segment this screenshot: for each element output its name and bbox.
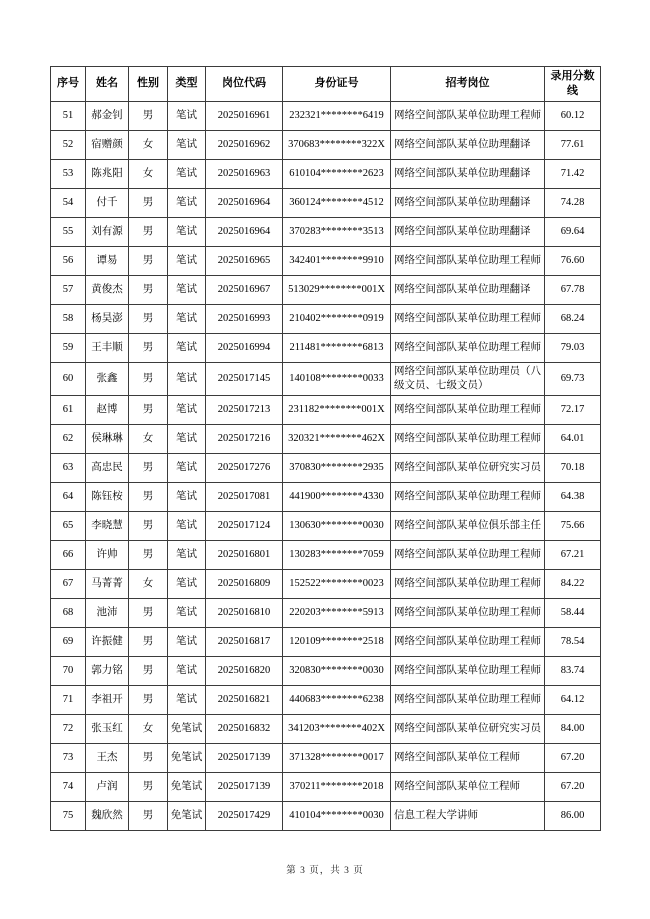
table-row (51, 425, 601, 454)
cell-code: 2025017216 (206, 425, 283, 454)
cell-code: 2025016810 (206, 599, 283, 628)
cell-id-number: 370283********3513 (283, 217, 391, 246)
cell-seq: 67 (51, 570, 86, 599)
cell-score: 67.20 (545, 744, 601, 773)
cell-id-number: 370683********322X (283, 130, 391, 159)
cell-seq: 70 (51, 657, 86, 686)
cell-gender: 男 (129, 304, 168, 333)
cell-score: 86.00 (545, 802, 601, 831)
cell-code: 2025017276 (206, 454, 283, 483)
cell-name: 郝金钊 (86, 101, 129, 130)
cell-position: 网络空间部队某单位助理翻译 (391, 188, 545, 217)
cell-position: 网络空间部队某单位助理翻译 (391, 130, 545, 159)
cell-seq: 75 (51, 802, 86, 831)
cell-name: 王杰 (86, 744, 129, 773)
cell-score: 84.00 (545, 715, 601, 744)
cell-type: 笔试 (168, 275, 206, 304)
cell-gender: 男 (129, 246, 168, 275)
cell-code: 2025016964 (206, 188, 283, 217)
cell-score: 60.12 (545, 101, 601, 130)
page-number-footer: 第 3 页，共 3 页 (286, 866, 364, 876)
cell-score: 64.12 (545, 686, 601, 715)
cell-position: 信息工程大学讲师 (391, 802, 545, 831)
cell-gender: 男 (129, 512, 168, 541)
cell-name: 许振健 (86, 628, 129, 657)
cell-score: 83.74 (545, 657, 601, 686)
cell-id-number: 320830********0030 (283, 657, 391, 686)
cell-type: 免笔试 (168, 802, 206, 831)
cell-position: 网络空间部队某单位工程师 (391, 744, 545, 773)
cell-name: 卢润 (86, 773, 129, 802)
cell-score: 69.73 (545, 362, 601, 395)
cell-name: 付千 (86, 188, 129, 217)
table-row (51, 217, 601, 246)
cell-seq: 72 (51, 715, 86, 744)
cell-id-number: 370830********2935 (283, 454, 391, 483)
cell-code: 2025017429 (206, 802, 283, 831)
cell-position: 网络空间部队某单位助理工程师 (391, 599, 545, 628)
table-row (51, 275, 601, 304)
column-header-score: 录用分数线 (545, 67, 601, 102)
cell-name: 谭易 (86, 246, 129, 275)
cell-score: 72.17 (545, 396, 601, 425)
cell-id-number: 210402********0919 (283, 304, 391, 333)
cell-type: 笔试 (168, 541, 206, 570)
cell-gender: 女 (129, 425, 168, 454)
table-header (51, 67, 601, 102)
table-row (51, 715, 601, 744)
cell-score: 67.78 (545, 275, 601, 304)
cell-position: 网络空间部队某单位助理工程师 (391, 396, 545, 425)
cell-score: 70.18 (545, 454, 601, 483)
cell-id-number: 513029********001X (283, 275, 391, 304)
cell-score: 69.64 (545, 217, 601, 246)
cell-type: 笔试 (168, 246, 206, 275)
cell-gender: 男 (129, 686, 168, 715)
cell-code: 2025017139 (206, 773, 283, 802)
cell-name: 郭力铭 (86, 657, 129, 686)
cell-gender: 男 (129, 773, 168, 802)
cell-code: 2025016961 (206, 101, 283, 130)
column-header-position: 招考岗位 (391, 67, 545, 102)
cell-score: 75.66 (545, 512, 601, 541)
cell-name: 陈钰桉 (86, 483, 129, 512)
cell-position: 网络空间部队某单位助理工程师 (391, 246, 545, 275)
cell-id-number: 220203********5913 (283, 599, 391, 628)
table-row (51, 599, 601, 628)
cell-name: 高忠民 (86, 454, 129, 483)
cell-position: 网络空间部队某单位助理翻译 (391, 159, 545, 188)
table-row (51, 628, 601, 657)
cell-position: 网络空间部队某单位研究实习员 (391, 454, 545, 483)
cell-seq: 51 (51, 101, 86, 130)
cell-type: 笔试 (168, 657, 206, 686)
column-header-seq: 序号 (51, 67, 86, 102)
cell-type: 笔试 (168, 599, 206, 628)
cell-gender: 女 (129, 715, 168, 744)
table-row (51, 570, 601, 599)
cell-id-number: 152522********0023 (283, 570, 391, 599)
column-header-name: 姓名 (86, 67, 129, 102)
table-row (51, 304, 601, 333)
cell-position: 网络空间部队某单位助理工程师 (391, 333, 545, 362)
cell-seq: 57 (51, 275, 86, 304)
cell-gender: 男 (129, 744, 168, 773)
cell-seq: 73 (51, 744, 86, 773)
cell-position: 网络空间部队某单位助理员（八级文员、七级文员） (391, 362, 545, 395)
cell-position: 网络空间部队某单位工程师 (391, 773, 545, 802)
cell-gender: 男 (129, 362, 168, 395)
cell-name: 魏欣然 (86, 802, 129, 831)
table-row (51, 454, 601, 483)
column-header-type: 类型 (168, 67, 206, 102)
cell-seq: 55 (51, 217, 86, 246)
cell-position: 网络空间部队某单位助理工程师 (391, 657, 545, 686)
table-row (51, 686, 601, 715)
cell-id-number: 342401********9910 (283, 246, 391, 275)
cell-id-number: 610104********2623 (283, 159, 391, 188)
cell-gender: 男 (129, 275, 168, 304)
cell-seq: 59 (51, 333, 86, 362)
cell-score: 67.21 (545, 541, 601, 570)
cell-name: 张鑫 (86, 362, 129, 395)
cell-code: 2025016963 (206, 159, 283, 188)
cell-score: 84.22 (545, 570, 601, 599)
cell-code: 2025017124 (206, 512, 283, 541)
cell-type: 笔试 (168, 396, 206, 425)
cell-seq: 62 (51, 425, 86, 454)
table-row (51, 396, 601, 425)
table-row (51, 130, 601, 159)
cell-id-number: 232321********6419 (283, 101, 391, 130)
cell-score: 79.03 (545, 333, 601, 362)
cell-name: 杨昊澎 (86, 304, 129, 333)
cell-position: 网络空间部队某单位助理工程师 (391, 541, 545, 570)
recruitment-score-table (50, 66, 601, 831)
cell-position: 网络空间部队某单位研究实习员 (391, 715, 545, 744)
cell-type: 免笔试 (168, 744, 206, 773)
cell-code: 2025016820 (206, 657, 283, 686)
table-row (51, 246, 601, 275)
table-row (51, 101, 601, 130)
cell-id-number: 140108********0033 (283, 362, 391, 395)
cell-type: 笔试 (168, 333, 206, 362)
cell-type: 笔试 (168, 159, 206, 188)
cell-type: 笔试 (168, 188, 206, 217)
cell-code: 2025016817 (206, 628, 283, 657)
cell-code: 2025016832 (206, 715, 283, 744)
cell-gender: 女 (129, 570, 168, 599)
cell-seq: 68 (51, 599, 86, 628)
cell-name: 池沛 (86, 599, 129, 628)
cell-gender: 男 (129, 454, 168, 483)
cell-score: 64.01 (545, 425, 601, 454)
cell-type: 笔试 (168, 425, 206, 454)
cell-type: 免笔试 (168, 715, 206, 744)
table-row (51, 541, 601, 570)
cell-type: 笔试 (168, 362, 206, 395)
cell-seq: 65 (51, 512, 86, 541)
cell-id-number: 130283********7059 (283, 541, 391, 570)
table-row (51, 512, 601, 541)
table-row (51, 744, 601, 773)
table-row (51, 483, 601, 512)
cell-code: 2025017145 (206, 362, 283, 395)
table-row (51, 188, 601, 217)
cell-position: 网络空间部队某单位助理工程师 (391, 628, 545, 657)
cell-score: 71.42 (545, 159, 601, 188)
table-row (51, 802, 601, 831)
cell-score: 68.24 (545, 304, 601, 333)
cell-name: 赵博 (86, 396, 129, 425)
table-body (51, 101, 601, 830)
cell-gender: 男 (129, 541, 168, 570)
cell-gender: 男 (129, 628, 168, 657)
cell-score: 74.28 (545, 188, 601, 217)
cell-name: 李祖开 (86, 686, 129, 715)
cell-gender: 男 (129, 188, 168, 217)
cell-seq: 66 (51, 541, 86, 570)
cell-gender: 男 (129, 101, 168, 130)
cell-seq: 52 (51, 130, 86, 159)
cell-score: 67.20 (545, 773, 601, 802)
cell-gender: 男 (129, 802, 168, 831)
cell-type: 免笔试 (168, 773, 206, 802)
cell-seq: 56 (51, 246, 86, 275)
cell-code: 2025016809 (206, 570, 283, 599)
cell-position: 网络空间部队某单位助理工程师 (391, 425, 545, 454)
cell-seq: 64 (51, 483, 86, 512)
cell-name: 马菁菁 (86, 570, 129, 599)
header-row (51, 67, 601, 102)
cell-seq: 69 (51, 628, 86, 657)
cell-id-number: 120109********2518 (283, 628, 391, 657)
cell-id-number: 231182********001X (283, 396, 391, 425)
cell-type: 笔试 (168, 628, 206, 657)
cell-position: 网络空间部队某单位助理工程师 (391, 483, 545, 512)
cell-code: 2025016964 (206, 217, 283, 246)
cell-score: 77.61 (545, 130, 601, 159)
cell-name: 陈兆阳 (86, 159, 129, 188)
cell-id-number: 371328********0017 (283, 744, 391, 773)
cell-code: 2025017139 (206, 744, 283, 773)
cell-seq: 71 (51, 686, 86, 715)
table-row (51, 333, 601, 362)
cell-id-number: 341203********402X (283, 715, 391, 744)
cell-seq: 53 (51, 159, 86, 188)
cell-seq: 58 (51, 304, 86, 333)
cell-type: 笔试 (168, 512, 206, 541)
cell-id-number: 410104********0030 (283, 802, 391, 831)
cell-seq: 63 (51, 454, 86, 483)
cell-id-number: 320321********462X (283, 425, 391, 454)
cell-seq: 61 (51, 396, 86, 425)
cell-type: 笔试 (168, 570, 206, 599)
cell-seq: 60 (51, 362, 86, 395)
cell-gender: 男 (129, 657, 168, 686)
cell-name: 李晓慧 (86, 512, 129, 541)
cell-type: 笔试 (168, 454, 206, 483)
cell-score: 76.60 (545, 246, 601, 275)
cell-code: 2025016994 (206, 333, 283, 362)
cell-id-number: 441900********4330 (283, 483, 391, 512)
cell-code: 2025017081 (206, 483, 283, 512)
cell-gender: 男 (129, 333, 168, 362)
cell-gender: 男 (129, 217, 168, 246)
cell-position: 网络空间部队某单位助理工程师 (391, 304, 545, 333)
cell-id-number: 130630********0030 (283, 512, 391, 541)
cell-name: 王丰顺 (86, 333, 129, 362)
cell-id-number: 360124********4512 (283, 188, 391, 217)
cell-name: 刘有源 (86, 217, 129, 246)
cell-id-number: 211481********6813 (283, 333, 391, 362)
cell-code: 2025016821 (206, 686, 283, 715)
cell-position: 网络空间部队某单位助理翻译 (391, 217, 545, 246)
cell-code: 2025017213 (206, 396, 283, 425)
cell-name: 侯琳琳 (86, 425, 129, 454)
cell-seq: 74 (51, 773, 86, 802)
column-header-id-number: 身份证号 (283, 67, 391, 102)
table-row (51, 773, 601, 802)
cell-gender: 男 (129, 483, 168, 512)
cell-gender: 女 (129, 130, 168, 159)
cell-position: 网络空间部队某单位俱乐部主任 (391, 512, 545, 541)
cell-id-number: 440683********6238 (283, 686, 391, 715)
table-row (51, 362, 601, 395)
cell-gender: 男 (129, 599, 168, 628)
cell-position: 网络空间部队某单位助理工程师 (391, 686, 545, 715)
cell-type: 笔试 (168, 130, 206, 159)
cell-type: 笔试 (168, 101, 206, 130)
cell-type: 笔试 (168, 686, 206, 715)
cell-name: 黄俊杰 (86, 275, 129, 304)
cell-score: 64.38 (545, 483, 601, 512)
column-header-code: 岗位代码 (206, 67, 283, 102)
column-header-gender: 性别 (129, 67, 168, 102)
cell-gender: 男 (129, 396, 168, 425)
cell-code: 2025016965 (206, 246, 283, 275)
cell-type: 笔试 (168, 217, 206, 246)
cell-score: 58.44 (545, 599, 601, 628)
cell-name: 宿赠颜 (86, 130, 129, 159)
table-row (51, 159, 601, 188)
cell-type: 笔试 (168, 483, 206, 512)
cell-code: 2025016993 (206, 304, 283, 333)
cell-position: 网络空间部队某单位助理翻译 (391, 275, 545, 304)
cell-id-number: 370211********2018 (283, 773, 391, 802)
cell-type: 笔试 (168, 304, 206, 333)
cell-position: 网络空间部队某单位助理工程师 (391, 101, 545, 130)
cell-code: 2025016801 (206, 541, 283, 570)
cell-name: 张玉红 (86, 715, 129, 744)
cell-score: 78.54 (545, 628, 601, 657)
cell-seq: 54 (51, 188, 86, 217)
cell-name: 许帅 (86, 541, 129, 570)
cell-code: 2025016967 (206, 275, 283, 304)
cell-gender: 女 (129, 159, 168, 188)
cell-position: 网络空间部队某单位助理工程师 (391, 570, 545, 599)
cell-code: 2025016962 (206, 130, 283, 159)
table-row (51, 657, 601, 686)
